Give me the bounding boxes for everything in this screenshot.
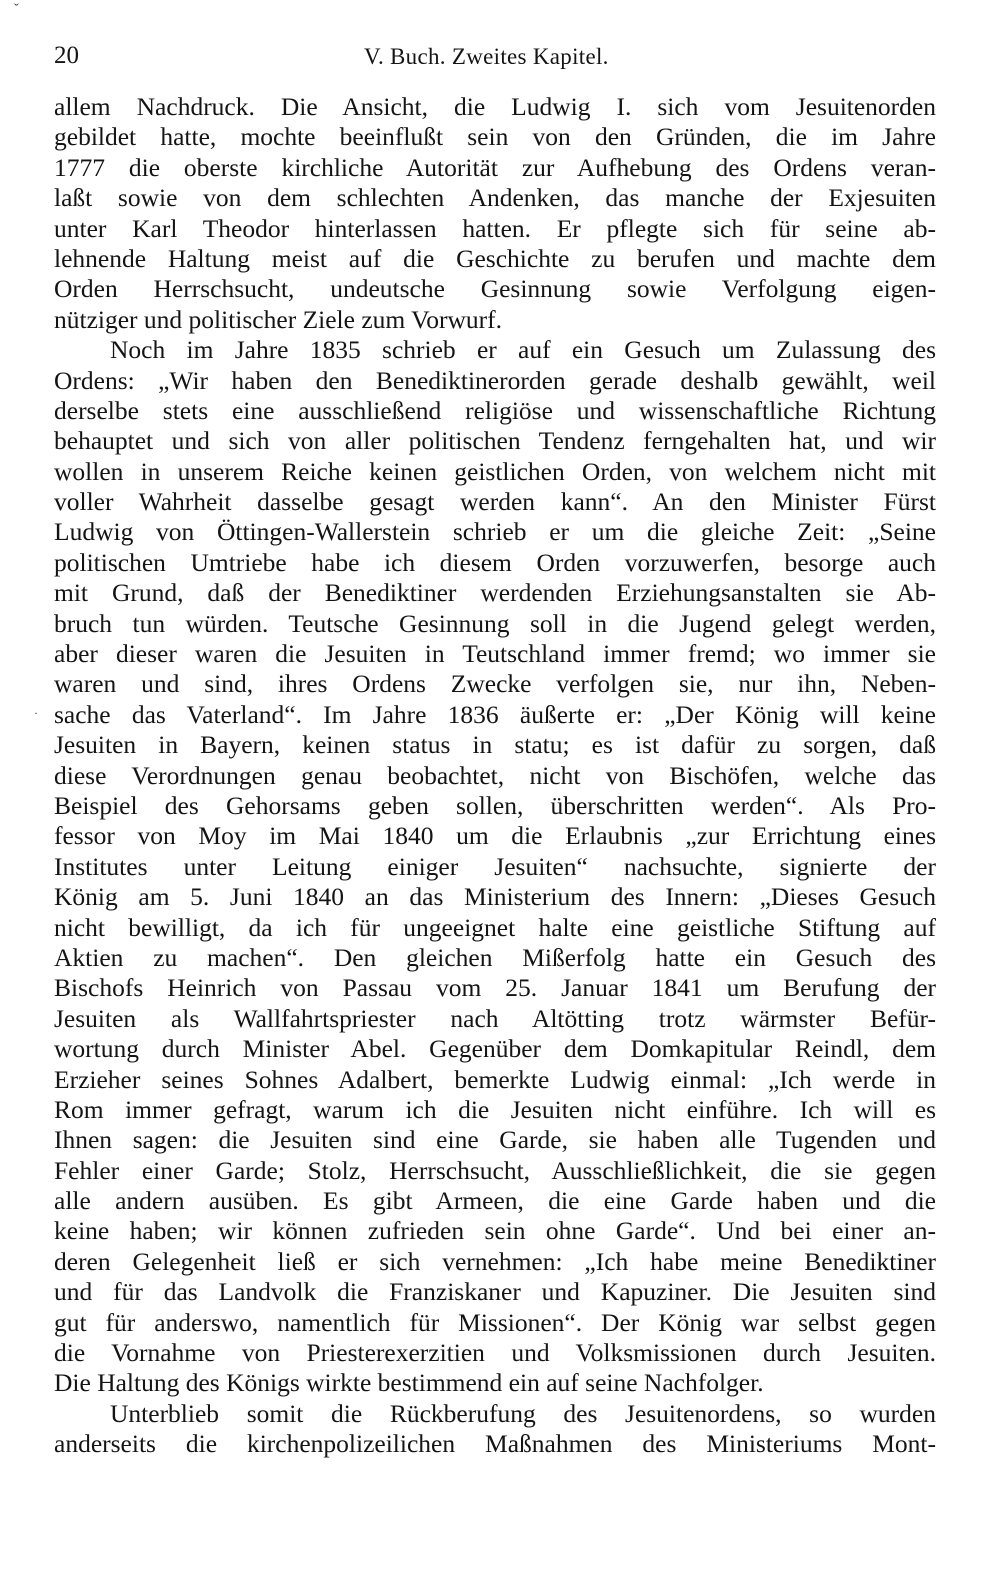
text-line: lehnende Haltung meist auf die Geschichte zu berufen und machte dem: [54, 243, 936, 273]
body-text: [54, 92, 936, 1460]
text-line: allem Nachdruck. Die Ansicht, die Ludwig I. sich vom Jesuitenorden: [54, 92, 936, 121]
text-line: Ludwig von Öttingen-Wallerstein schrieb er um die gleiche Zeit: „Seine: [54, 517, 936, 547]
text-line: Jesuiten in Bayern, keinen status in statu; es ist dafür zu sorgen, daß: [54, 730, 936, 760]
text-line: mit Grund, daß der Benediktiner werdenden Erziehungsanstalten sie Ab-: [54, 578, 936, 608]
paragraph-start-line: Noch im Jahre 1835 schrieb er auf ein Gesuch um Zulassung des: [110, 335, 936, 365]
paragraph-start-line: Unterblieb somit die Rückberufung des Jesuitenordens, so wurden: [110, 1398, 936, 1428]
text-line: die Vornahme von Priesterexerzitien und Volksmissionen durch Jesuiten.: [54, 1338, 936, 1368]
text-line: bruch tun würden. Teutsche Gesinnung soll in die Jugend gelegt werden,: [54, 608, 936, 638]
text-line: und für das Landvolk die Franziskaner und Kapuziner. Die Jesuiten sind: [54, 1277, 936, 1307]
text-line: anderseits die kirchenpolizeilichen Maßnahmen des Ministeriums Mont-: [54, 1429, 936, 1459]
text-line: Ihnen sagen: die Jesuiten sind eine Garde, sie haben alle Tugenden und: [54, 1125, 936, 1155]
text-line: wortung durch Minister Abel. Gegenüber dem Domkapitular Reindl, dem: [54, 1034, 936, 1064]
text-line: voller Wahrheit dasselbe gesagt werden kann“. An den Minister Fürst: [54, 487, 936, 517]
text-line: Rom immer gefragt, warum ich die Jesuiten nicht einführe. Ich will es: [54, 1094, 936, 1124]
page-header: [54, 42, 934, 76]
text-line: politischen Umtriebe habe ich diesem Orden vorzuwerfen, besorge auch: [54, 547, 936, 577]
text-line: fessor von Moy im Mai 1840 um die Erlaubnis „zur Errichtung eines: [54, 821, 936, 851]
text-line: König am 5. Juni 1840 an das Ministerium des Innern: „Dieses Gesuch: [54, 882, 936, 912]
text-line: Die Haltung des Königs wirkte bestimmend ein auf seine Nachfolger.: [54, 1368, 764, 1398]
text-line: deren Gelegenheit ließ er sich vernehmen: „Ich habe meine Benediktiner: [54, 1246, 936, 1276]
running-head: V. Buch. Zweites Kapitel.: [364, 44, 609, 69]
text-line: Orden Herrschsucht, undeutsche Gesinnung sowie Verfolgung eigen-: [54, 274, 936, 304]
scan-speck: ·: [34, 706, 38, 720]
text-line: alle andern ausüben. Es gibt Armeen, die eine Garde haben und die: [54, 1186, 936, 1216]
text-line: Institutes unter Leitung einiger Jesuiten“ nachsuchte, signierte der: [54, 851, 936, 881]
text-line: Bischofs Heinrich von Passau vom 25. Januar 1841 um Berufung der: [54, 973, 936, 1003]
text-line: unter Karl Theodor hinterlassen hatten. Er pflegte sich für seine ab-: [54, 213, 936, 243]
text-line: diese Verordnungen genau beobachtet, nicht von Bischöfen, welche das: [54, 760, 936, 790]
text-line: Ordens: „Wir haben den Benediktinerorden gerade deshalb gewählt, weil: [54, 365, 936, 395]
text-line: nicht bewilligt, da ich für ungeeignet halte eine geistliche Stiftung auf: [54, 912, 936, 942]
text-line: nütziger und politischer Ziele zum Vorwurf.: [54, 304, 503, 334]
text-line: derselbe stets eine ausschließend religiöse und wissenschaftliche Richtung: [54, 395, 936, 425]
page-number: 20: [54, 42, 79, 69]
text-line: wollen in unserem Reiche keinen geistlichen Orden, von welchem nicht mit: [54, 456, 936, 486]
text-line: behauptet und sich von aller politischen Tendenz ferngehalten hat, und wir: [54, 426, 936, 456]
text-line: gut für anderswo, namentlich für Missionen“. Der König war selbst gegen: [54, 1307, 936, 1337]
text-line: aber dieser waren die Jesuiten in Teutschland immer fremd; wo immer sie: [54, 639, 936, 669]
text-line: Aktien zu machen“. Den gleichen Mißerfolg hatte ein Gesuch des: [54, 942, 936, 972]
text-line: Fehler einer Garde; Stolz, Herrschsucht, Ausschließlichkeit, die sie gegen: [54, 1155, 936, 1185]
text-line: Erzieher seines Sohnes Adalbert, bemerkte Ludwig einmal: „Ich werde in: [54, 1064, 936, 1094]
text-line: sache das Vaterland“. Im Jahre 1836 äußerte er: „Der König will keine: [54, 699, 936, 729]
text-line: gebildet hatte, mochte beeinflußt sein von den Gründen, die im Jahre: [54, 122, 936, 152]
text-line: 1777 die oberste kirchliche Autorität zur Aufhebung des Ordens veran-: [54, 152, 936, 182]
text-line: Jesuiten als Wallfahrtspriester nach Altötting trotz wärmster Befür-: [54, 1003, 936, 1033]
text-line: laßt sowie von dem schlechten Andenken, das manche der Exjesuiten: [54, 183, 936, 213]
text-line: Beispiel des Gehorsams geben sollen, überschritten werden“. Als Pro-: [54, 790, 936, 820]
text-line: waren und sind, ihres Ordens Zwecke verfolgen sie, nur ihn, Neben-: [54, 669, 936, 699]
text-line: keine haben; wir können zufrieden sein ohne Garde“. Und bei einer an-: [54, 1216, 936, 1246]
scan-mark: ˇ: [14, 2, 19, 17]
